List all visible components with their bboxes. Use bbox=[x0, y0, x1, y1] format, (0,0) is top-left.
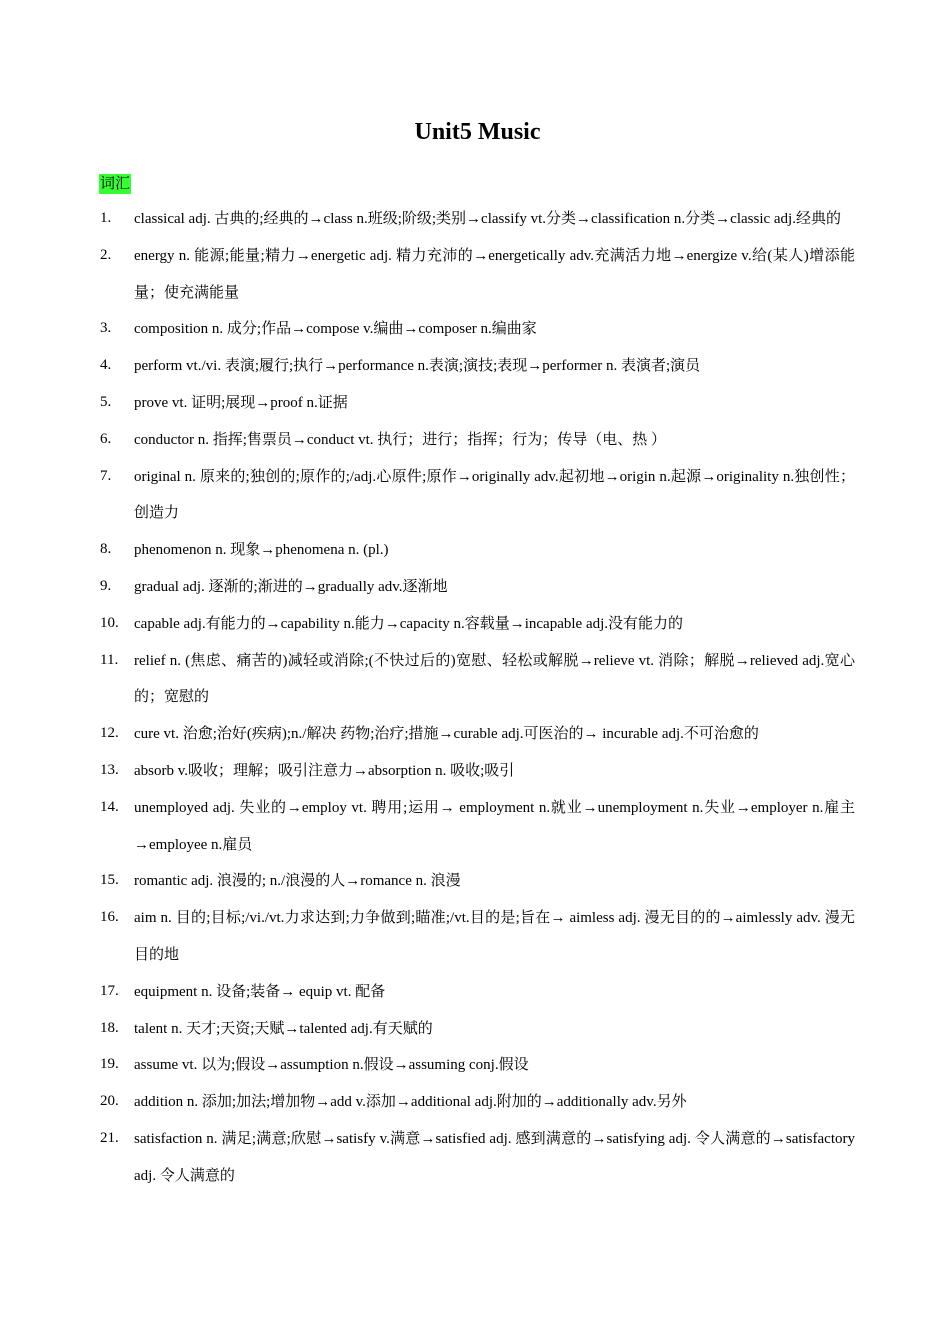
list-item bbox=[0, 643, 950, 717]
item-number: 3. bbox=[100, 320, 112, 337]
item-number: 15. bbox=[100, 872, 119, 889]
list-item bbox=[0, 532, 950, 569]
item-text: cure vt. 治愈;治好(疾病);n./解决 药物;治疗;措施→curable adj.可医治的→ incurable adj.不可治愈的 bbox=[134, 726, 759, 743]
item-text: absorb v.吸收；理解；吸引注意力→absorption n. 吸收;吸引 bbox=[134, 762, 515, 779]
list-item bbox=[0, 863, 950, 900]
item-text: addition n. 添加;加法;增加物→add v.添加→additional adj.附加的→additionally adv.另外 bbox=[134, 1094, 687, 1111]
item-text: talent n. 天才;天资;天赋→talented adj.有天赋的 bbox=[134, 1020, 433, 1037]
list-item bbox=[0, 422, 950, 459]
item-text: relief n. (焦虑、痛苦的)减轻或消除;(不快过后的)宽慰、轻松或解脱→relieve vt. 消除；解脱→relieved adj.宽心的；宽慰的 bbox=[134, 652, 855, 706]
item-number: 21. bbox=[100, 1129, 119, 1146]
item-text: original n. 原来的;独创的;原作的;/adj.心原件;原作→originally adv.起初地→origin n.起源→originality n.独创性；创造力 bbox=[134, 468, 855, 522]
list-item bbox=[0, 753, 950, 790]
list-item bbox=[0, 459, 950, 533]
list-item bbox=[0, 201, 950, 238]
list-item bbox=[0, 1047, 950, 1084]
item-number: 5. bbox=[100, 393, 112, 410]
list-item bbox=[0, 569, 950, 606]
list-item bbox=[0, 385, 950, 422]
list-item bbox=[0, 606, 950, 643]
list-item bbox=[0, 238, 950, 312]
item-text: unemployed adj. 失业的→employ vt. 聘用;运用→ employment n.就业→unemployment n.失业→employer n.雇主→employee n.雇员 bbox=[134, 799, 855, 853]
item-text: energy n. 能源;能量;精力→energetic adj. 精力充沛的→energetically adv.充满活力地→energize v.给(某人)增添能量；使充满能量 bbox=[134, 247, 855, 301]
item-text: assume vt. 以为;假设→assumption n.假设→assuming conj.假设 bbox=[134, 1057, 529, 1074]
item-text: satisfaction n. 满足;满意;欣慰→satisfy v.满意→satisfied adj. 感到满意的→satisfying adj. 令人满意的→satisfactory adj. 令人满意的 bbox=[134, 1130, 855, 1184]
item-text: conductor n. 指挥;售票员→conduct vt. 执行；进行；指挥；行为；传导（电、热 ） bbox=[134, 431, 667, 448]
item-text: capable adj.有能力的→capability n.能力→capacity n.容载量→incapable adj.没有能力的 bbox=[134, 615, 684, 632]
list-item bbox=[0, 311, 950, 348]
item-number: 4. bbox=[100, 357, 112, 374]
list-item bbox=[0, 900, 950, 974]
item-number: 16. bbox=[100, 909, 119, 926]
item-text: equipment n. 设备;装备→ equip vt. 配备 bbox=[134, 983, 386, 1000]
item-number: 18. bbox=[100, 1019, 119, 1036]
item-number: 8. bbox=[100, 541, 112, 558]
item-number: 11. bbox=[100, 651, 119, 668]
vocabulary-list bbox=[0, 201, 950, 1195]
item-number: 19. bbox=[100, 1056, 119, 1073]
item-number: 2. bbox=[100, 246, 112, 263]
item-text: gradual adj. 逐渐的;渐进的→gradually adv.逐渐地 bbox=[134, 578, 448, 595]
item-text: romantic adj. 浪漫的; n./浪漫的人→romance n. 浪漫 bbox=[134, 873, 461, 890]
item-number: 12. bbox=[100, 725, 119, 742]
item-text: prove vt. 证明;展现→proof n.证据 bbox=[134, 394, 348, 411]
section-label-vocabulary: 词汇 bbox=[100, 176, 131, 192]
item-number: 10. bbox=[100, 614, 119, 631]
item-number: 1. bbox=[100, 210, 112, 226]
item-text: perform vt./vi. 表演;履行;执行→performance n.表演;演技;表现→performer n. 表演者;演员 bbox=[134, 358, 701, 375]
item-number: 13. bbox=[100, 761, 119, 778]
list-item bbox=[0, 716, 950, 753]
item-number: 17. bbox=[100, 982, 119, 999]
list-item bbox=[0, 974, 950, 1011]
list-item bbox=[0, 1084, 950, 1121]
item-number: 20. bbox=[100, 1093, 119, 1110]
item-number: 6. bbox=[100, 430, 112, 447]
list-item bbox=[0, 1121, 950, 1195]
item-number: 9. bbox=[100, 577, 112, 594]
item-number: 14. bbox=[100, 798, 119, 815]
list-item bbox=[0, 1011, 950, 1048]
list-item bbox=[0, 790, 950, 864]
item-text: aim n. 目的;目标;/vi./vt.力求达到;力争做到;瞄准;/vt.目的是;旨在→ aimless adj. 漫无目的的→aimlessly adv. 漫无目的地 bbox=[134, 910, 855, 963]
item-text: composition n. 成分;作品→compose v.编曲→composer n.编曲家 bbox=[134, 321, 537, 338]
item-text: classical adj. 古典的;经典的→class n.班级;阶级;类别→classify vt.分类→classification n.分类→classic adj.经典的 bbox=[134, 211, 841, 227]
list-item bbox=[0, 348, 950, 385]
page-title: Unit5 Music bbox=[414, 119, 541, 145]
item-text: phenomenon n. 现象→phenomena n. (pl.) bbox=[134, 542, 389, 559]
item-number: 7. bbox=[100, 467, 112, 484]
